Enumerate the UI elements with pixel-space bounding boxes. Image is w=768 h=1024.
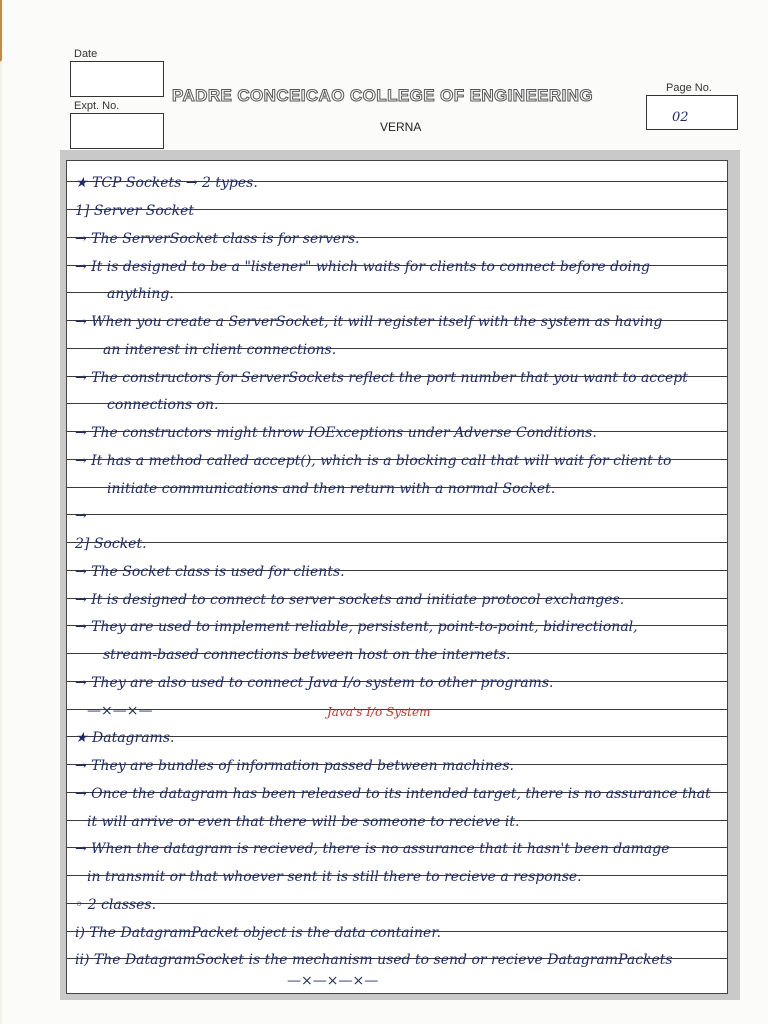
note-line: → It is designed to be a "listener" which waits for clients to connect before doing: [75, 259, 650, 275]
note-line: → The Socket class is used for clients.: [75, 564, 345, 580]
note-line: → When you create a ServerSocket, it will register itself with the system as having: [75, 314, 663, 330]
caption-red: Java's I/o System: [327, 705, 431, 719]
note-line: anything.: [107, 286, 174, 302]
note-line: an interest in client connections.: [103, 342, 337, 358]
note-line: initiate communications and then return with a normal Socket.: [107, 481, 556, 497]
note-line: → They are also used to connect Java I/o system to other programs.: [75, 675, 554, 691]
note-line: stream-based connections between host on the internets.: [103, 647, 511, 663]
note-line: 1] Server Socket: [75, 203, 194, 219]
note-line: connections on.: [107, 397, 219, 413]
date-label: Date: [74, 48, 98, 60]
note-line: → It has a method called accept(), which is a blocking call that will wait for client to: [75, 453, 672, 469]
note-line: ii) The DatagramSocket is the mechanism used to send or recieve DatagramPackets: [75, 952, 673, 968]
college-name: PADRE CONCEICAO COLLEGE OF ENGINEERING: [172, 86, 594, 105]
note-line: it will arrive or even that there will be someone to recieve it.: [87, 814, 520, 830]
note-line: ★ TCP Sockets → 2 types.: [75, 175, 258, 191]
page-number: 02: [672, 110, 689, 125]
note-line: i) The DatagramPacket object is the data container.: [75, 925, 441, 941]
college-location: VERNA: [380, 120, 422, 134]
note-divider: —×—×—: [87, 703, 153, 719]
expt-label: Expt. No.: [74, 100, 120, 112]
page-box: [646, 95, 738, 130]
page-label: Page No.: [666, 82, 712, 94]
note-line: 2] Socket.: [75, 536, 147, 552]
note-line: → The constructors for ServerSockets reflect the port number that you want to accept: [75, 370, 688, 386]
note-line: → It is designed to connect to server sockets and initiate protocol exchanges.: [75, 592, 625, 608]
expt-box: [70, 113, 164, 149]
note-line: ◦ 2 classes.: [75, 897, 157, 913]
note-line: → The ServerSocket class is for servers.: [75, 231, 360, 247]
note-line: →: [75, 508, 87, 524]
note-line: → When the datagram is recieved, there is no assurance that it hasn't been damage: [75, 841, 670, 857]
note-line: → They are bundles of information passed between machines.: [75, 758, 514, 774]
note-line: → Once the datagram has been released to its intended target, there is no assurance that: [75, 786, 711, 802]
note-line: ★ Datagrams.: [75, 730, 175, 746]
note-line: → The constructors might throw IOExceptions under Adverse Conditions.: [75, 425, 597, 441]
note-line: in transmit or that whoever sent it is still there to recieve a response.: [87, 869, 582, 885]
date-box: [70, 61, 164, 97]
ruled-page: [66, 160, 728, 994]
note-divider: —×—×—×—: [287, 973, 379, 989]
note-line: → They are used to implement reliable, persistent, point-to-point, bidirectional,: [75, 619, 638, 635]
